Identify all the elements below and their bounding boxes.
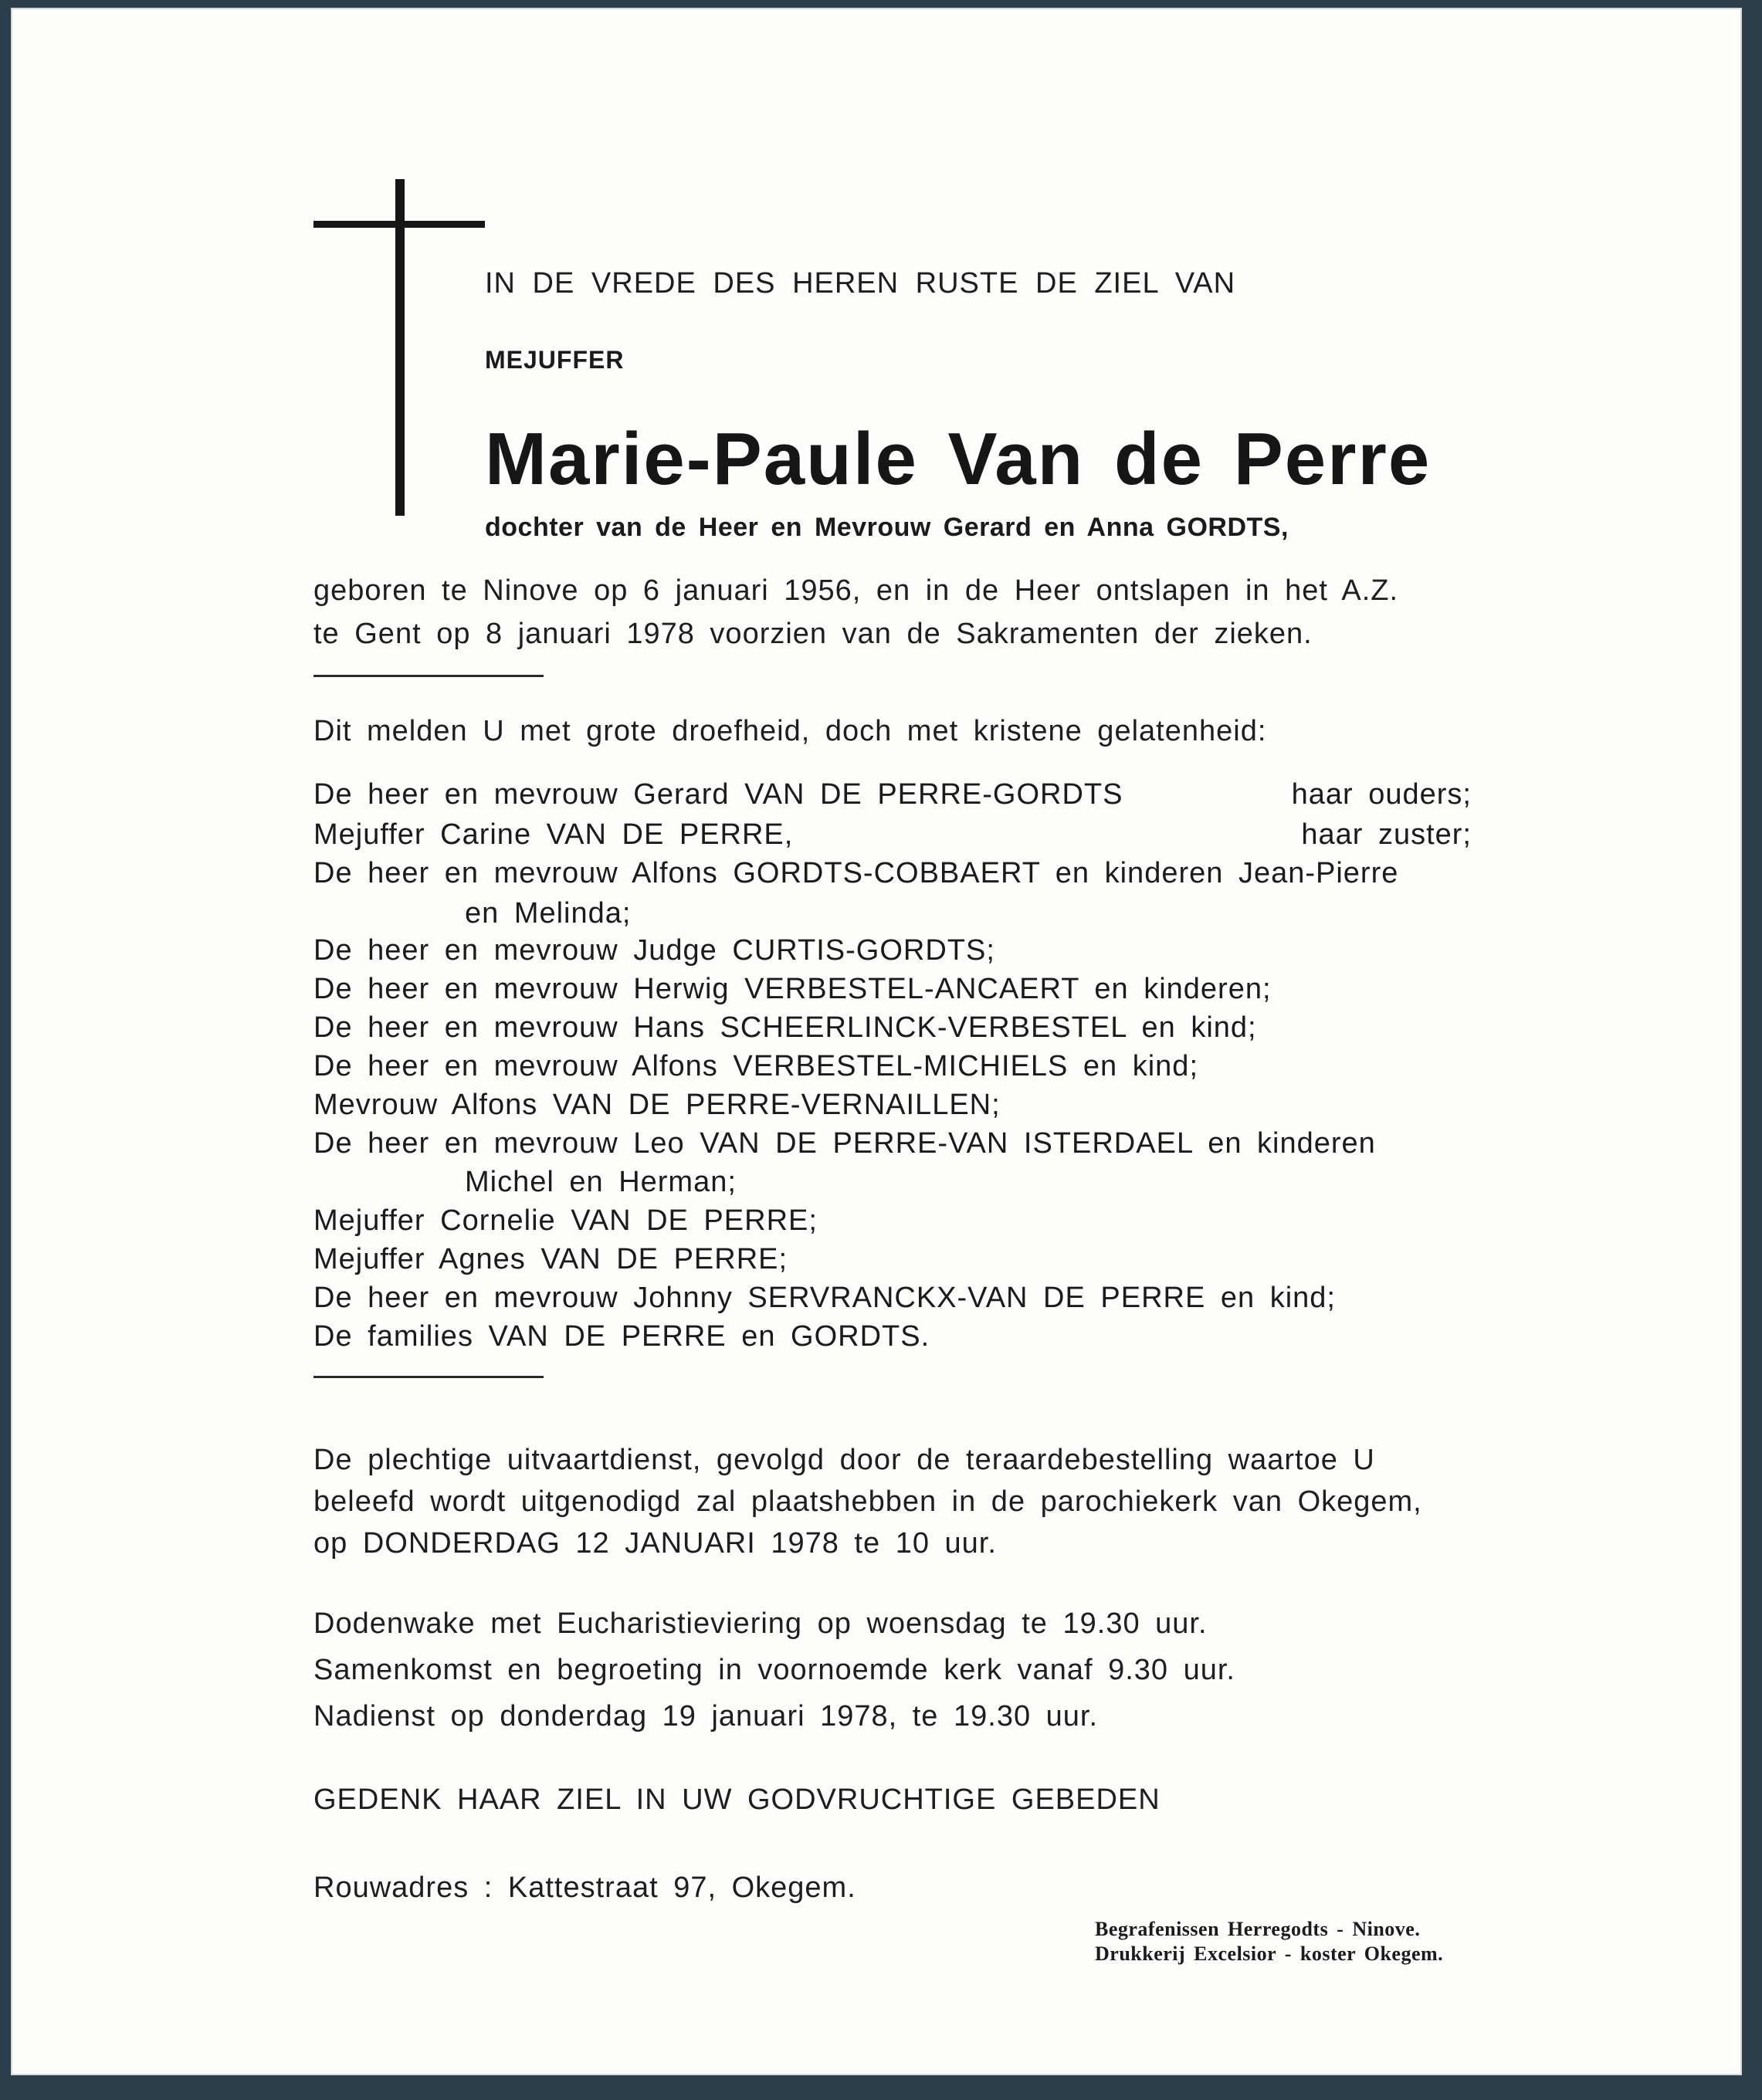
intro-line: Dit melden U met grote droefheid, doch met kristene gelatenheid:	[313, 715, 1267, 747]
service-line-3: op DONDERDAG 12 JANUARI 1978 te 10 uur.	[313, 1527, 997, 1560]
family-line	[313, 1011, 1472, 1045]
title-prefix: MEJUFFER	[485, 346, 625, 374]
family-line	[313, 934, 1472, 967]
divider	[313, 675, 544, 677]
family-text: De heer en mevrouw Hans SCHEERLINCK-VERBESTEL en kind;	[313, 1011, 1257, 1044]
family-text: De families VAN DE PERRE en GORDTS.	[313, 1320, 930, 1353]
deceased-name: Marie-Paule Van de Perre	[485, 418, 1432, 500]
birth-line-2: te Gent op 8 januari 1978 voorzien van de Sakramenten der zieken.	[313, 618, 1313, 650]
family-text: Michel en Herman;	[465, 1166, 737, 1198]
family-line	[313, 857, 1472, 890]
family-text: Mevrouw Alfons VAN DE PERRE-VERNAILLEN;	[313, 1089, 1001, 1121]
memorial-card	[11, 8, 1742, 2075]
family-line	[313, 1089, 1472, 1122]
credit-line-1: Begrafenissen Herregodts - Ninove.	[1095, 1918, 1421, 1940]
family-text: De heer en mevrouw Gerard VAN DE PERRE-GORDTS	[313, 778, 1123, 811]
cross-icon-bar	[313, 221, 485, 228]
family-line	[313, 778, 1472, 811]
family-text: De heer en mevrouw Alfons GORDTS-COBBAERT en kinderen Jean-Pierre	[313, 857, 1399, 889]
family-relation: haar ouders;	[1291, 778, 1472, 811]
credit-line-2: Drukkerij Excelsior - koster Okegem.	[1095, 1942, 1444, 1965]
prayer-line: GEDENK HAAR ZIEL IN UW GODVRUCHTIGE GEBEDEN	[313, 1783, 1161, 1816]
family-line	[313, 1127, 1472, 1160]
schedule-line-2: Samenkomst en begroeting in voornoemde kerk vanaf 9.30 uur.	[313, 1654, 1235, 1686]
family-text: De heer en mevrouw Judge CURTIS-GORDTS;	[313, 934, 995, 967]
family-line	[313, 818, 1472, 852]
family-line	[313, 1204, 1472, 1238]
family-line	[313, 1243, 1472, 1276]
schedule-line-1: Dodenwake met Eucharistieviering op woensdag te 19.30 uur.	[313, 1607, 1208, 1640]
opening-line: IN DE VREDE DES HEREN RUSTE DE ZIEL VAN	[485, 267, 1236, 300]
family-line	[465, 897, 1623, 930]
family-text: en Melinda;	[465, 897, 632, 930]
family-relation: haar zuster;	[1301, 818, 1472, 851]
service-line-2: beleefd wordt uitgenodigd zal plaatshebben in de parochiekerk van Okegem,	[313, 1485, 1422, 1518]
family-line	[313, 973, 1472, 1006]
family-text: De heer en mevrouw Leo VAN DE PERRE-VAN ISTERDAEL en kinderen	[313, 1127, 1376, 1160]
family-line	[313, 1050, 1472, 1083]
family-text: De heer en mevrouw Herwig VERBESTEL-ANCAERT en kinderen;	[313, 973, 1272, 1005]
family-line	[313, 1282, 1472, 1315]
family-text: De heer en mevrouw Alfons VERBESTEL-MICHIELS en kind;	[313, 1050, 1199, 1082]
address-line: Rouwadres : Kattestraat 97, Okegem.	[313, 1871, 856, 1904]
family-text: Mejuffer Agnes VAN DE PERRE;	[313, 1243, 788, 1275]
divider	[313, 1376, 544, 1378]
schedule-line-3: Nadienst op donderdag 19 januari 1978, te 19.30 uur.	[313, 1700, 1099, 1732]
family-text: De heer en mevrouw Johnny SERVRANCKX-VAN DE PERRE en kind;	[313, 1282, 1336, 1314]
parents-line: dochter van de Heer en Mevrouw Gerard en Anna GORDTS,	[485, 513, 1289, 542]
cross-icon	[395, 179, 405, 516]
service-line-1: De plechtige uitvaartdienst, gevolgd door de teraardebestelling waartoe U	[313, 1444, 1375, 1476]
family-line	[313, 1320, 1472, 1353]
family-text: Mejuffer Carine VAN DE PERRE,	[313, 818, 794, 851]
family-text: Mejuffer Cornelie VAN DE PERRE;	[313, 1204, 818, 1237]
birth-line-1: geboren te Ninove op 6 januari 1956, en in de Heer ontslapen in het A.Z.	[313, 574, 1399, 607]
family-line	[465, 1166, 1623, 1199]
